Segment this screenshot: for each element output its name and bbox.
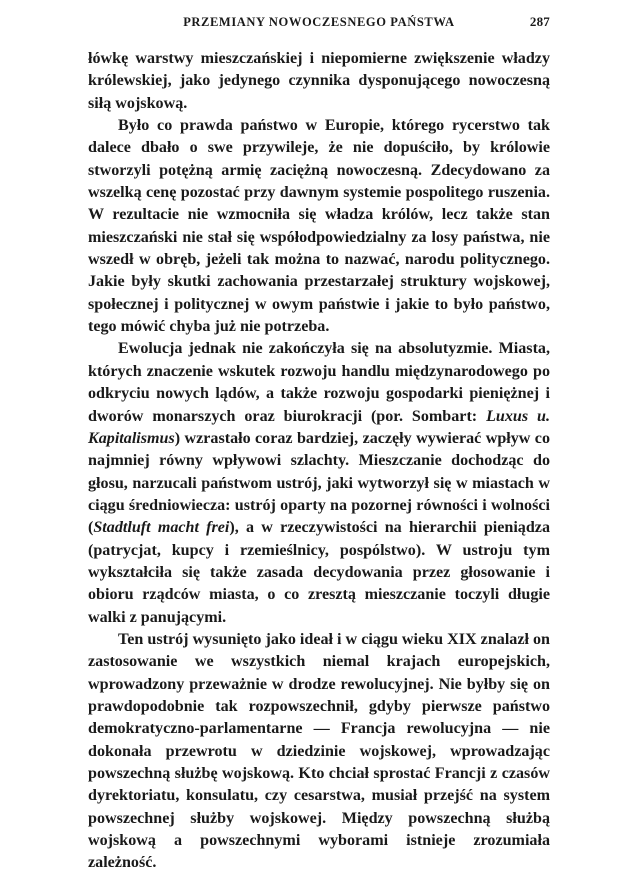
paragraph <box>88 338 550 628</box>
paragraph <box>88 48 550 115</box>
text-run: Ewolucja jednak nie zakończyła się na absolutyzmie. Miasta, których znaczenie wskutek rozwoju handlu międzynarodowego po odkryciu nowych lądów, a także rozwoju gospodarki pieniężnej i dworów monarszych oraz biurokracji (por. Sombart: <box>88 340 550 425</box>
paragraph <box>88 115 550 338</box>
body-text <box>88 48 550 875</box>
running-title: PRZEMIANY NOWOCZESNEGO PAŃSTWA <box>183 15 455 29</box>
page-number: 287 <box>529 14 550 29</box>
italic-title: Stadtluft macht frei <box>93 519 230 537</box>
running-head <box>88 14 550 38</box>
book-page <box>88 14 550 875</box>
italic-title: Luxus u. Kapitalismus <box>88 407 550 447</box>
text-run: ) wzrastało coraz bardziej, zaczęły wywierać wpływ co najmniej równy wpływowi szlachty. Mieszczanie dochodząc do głosu, narzucali państwom ustrój, jaki wytworzył się w miastach w ciągu średniowiecza: ustrój oparty na pozornej równości i wolności ( <box>88 429 550 537</box>
text-run: Było co prawda państwo w Europie, którego rycerstwo tak dalece dbało o swe przywileje, że nie dopuściło, by królowie stworzyli potężną armię zaciężną nowoczesną. Zdecydowano za wszelką cenę pozostać przy dawnym systemie pospolitego ruszenia. W rezultacie nie wzmocniła się władza królów, lecz także stan mieszczański nie stał się współodpowiedzialny za losy państwa, nie wszedł w obręb, jeżeli tak można to nazwać, narodu politycznego. Jakie były skutki zachowania przestarzałej struktury wojskowej, społecznej i politycznej w owym państwie i jakie to było państwo, tego mówić chyba już nie potrzeba. <box>88 117 550 336</box>
text-run: łówkę warstwy mieszczańskiej i niepomierne zwiększenie władzy królewskiej, jako jedynego czynnika dysponującego nowoczesną siłą wojskową. <box>88 50 550 112</box>
paragraph <box>88 629 550 875</box>
text-run: ), a w rzeczywistości na hierarchii pieniądza (patrycjat, kupcy i rzemieślnicy, pospólstwo). W ustroju tym wykształciła się także zasada decydowania przez głosowanie i obioru rządców miasta, o co zresztą mieszczanie toczyli długie walki z panującymi. <box>88 519 550 626</box>
text-run: Ten ustrój wysunięto jako ideał i w ciągu wieku XIX znalazł on zastosowanie we wszystkich niemal krajach europejskich, wprowadzony przeważnie w drodze rewolucyjnej. Nie byłby się on prawdopodobnie tak rozpowszechnił, gdyby pierwsze państwo demokratyczno-parlamentarne — Francja rewolucyjna — nie dokonała przewrotu w dziedzinie wojskowej, wprowadzając powszechną służbę wojskową. Kto chciał sprostać Francji z czasów dyrektoriatu, konsulatu, czy cesarstwa, musiał przejść na system powszechnej służby wojskowej. Między powszechną służbą wojskową a powszechnymi wyborami istnieje zrozumiała zależność. <box>88 630 550 872</box>
